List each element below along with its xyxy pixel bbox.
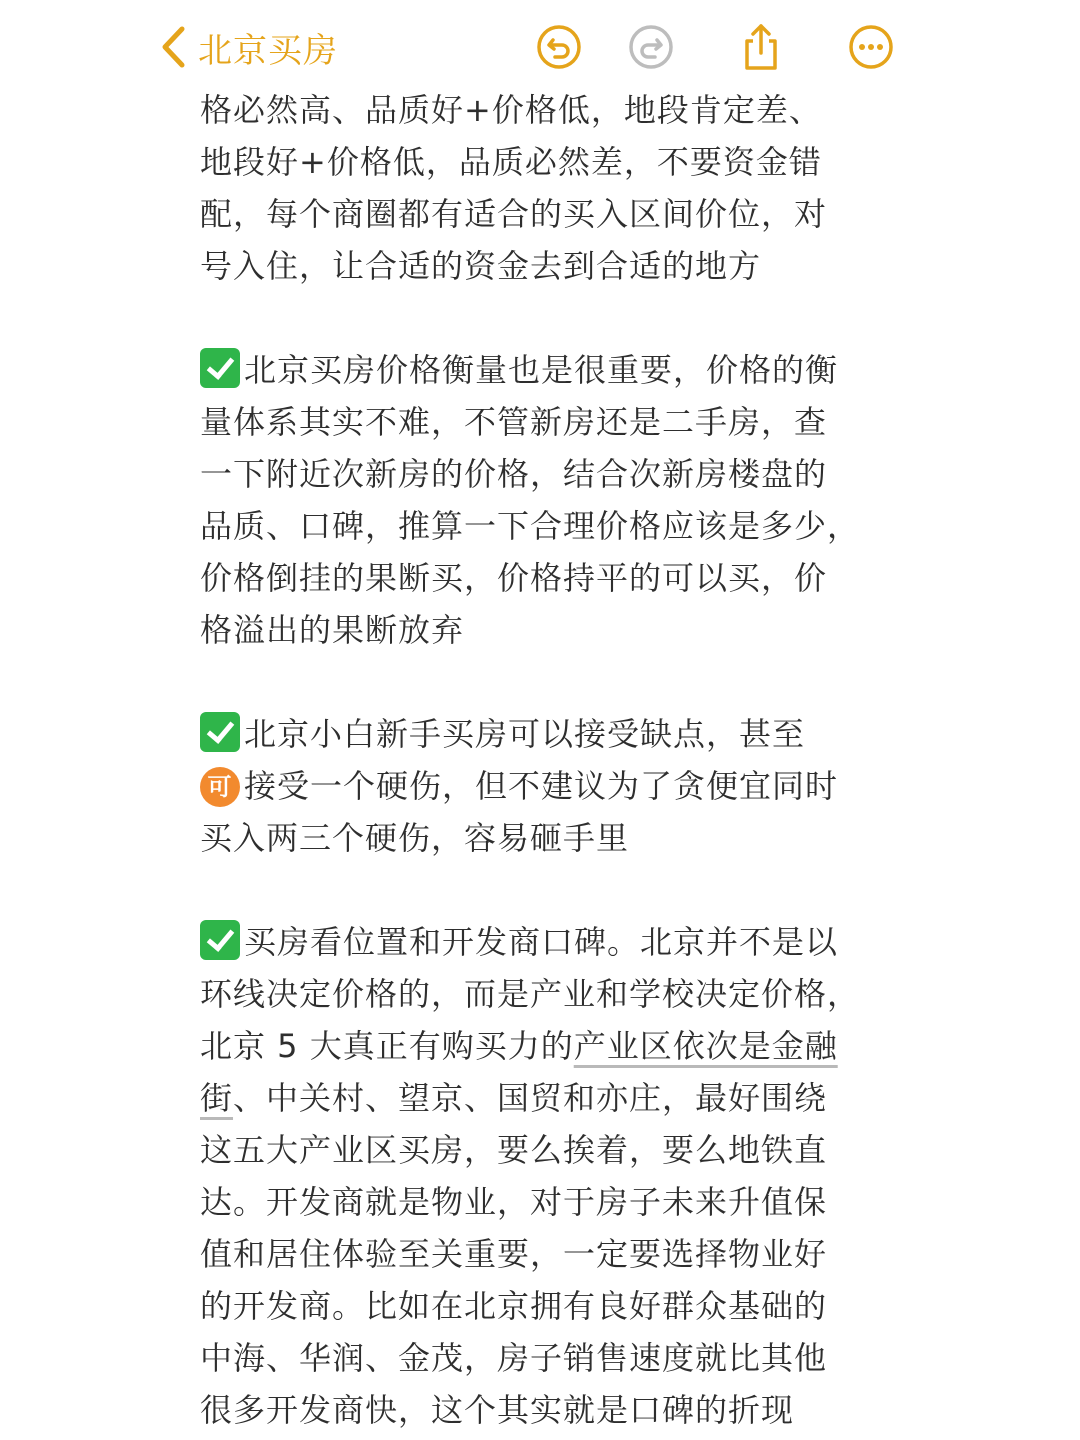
text-line: 买入两三个硬伤，容易砸手里 [200,819,630,857]
text-span: 北京 5 大真正有购买力的 [200,1027,574,1065]
text-line: 一下附近次新房的价格，结合次新房楼盘的 [200,455,828,493]
check-mark-icon [200,712,240,752]
text-line [200,916,890,968]
text-line: 量体系其实不难，不管新房还是二手房，查 [200,403,828,441]
toolbar [0,0,1080,96]
text-span: 买房看位置和开发商口碑。北京并不是以 [244,923,839,961]
underlined-text: 街 [200,1079,234,1117]
text-line: 格溢出的果断放弃 [200,611,465,649]
chevron-left-icon [160,25,186,69]
paragraph [200,84,890,292]
text-line: 格必然高、品质好+价格低，地段肯定差、 [200,91,822,129]
ke-badge-icon: 可 [200,767,240,807]
paragraph [200,916,890,1436]
text-line: 品质、口碑，推算一下合理价格应该是多少， [200,507,861,545]
redo-icon [627,23,675,71]
text-span: 接受一个硬伤，但不建议为了贪便宜同时 [244,767,839,805]
more-button[interactable] [846,22,896,72]
back-button[interactable] [160,22,338,72]
text-line [200,344,890,396]
text-line: 环线决定价格的，而是产业和学校决定价格， [200,975,861,1013]
text-line: 这五大产业区买房，要么挨着，要么地铁直 [200,1131,828,1169]
share-icon [737,22,785,72]
text-line [200,1020,890,1072]
check-mark-icon [200,348,240,388]
text-line: 很多开发商快，这个其实就是口碑的折现 [200,1391,795,1429]
text-line [200,1072,890,1124]
share-button[interactable] [736,22,786,72]
text-span: 、中关村、望京、国贸和亦庄，最好围绕 [233,1079,828,1117]
back-label: 北京买房 [198,30,338,71]
underlined-text: 产业区依次是金融 [573,1027,838,1065]
text-line: 的开发商。比如在北京拥有良好群众基础的 [200,1287,828,1325]
text-line: 值和居住体验至关重要，一定要选择物业好 [200,1235,828,1273]
more-icon [847,23,895,71]
paragraph [200,708,890,864]
text-line: 中海、华润、金茂，房子销售速度就比其他 [200,1339,828,1377]
text-line: 价格倒挂的果断买，价格持平的可以买，价 [200,559,828,597]
check-mark-icon [200,920,240,960]
redo-button[interactable] [626,22,676,72]
text-span: 北京买房价格衡量也是很重要，价格的衡 [244,351,839,389]
text-line [200,760,890,812]
text-span: 北京小白新手买房可以接受缺点，甚至 [244,715,806,753]
text-line: 达。开发商就是物业，对于房子未来升值保 [200,1183,828,1221]
text-line: 配，每个商圈都有适合的买入区间价位，对 [200,195,828,233]
undo-button[interactable] [534,22,584,72]
note-body[interactable] [200,84,890,1436]
text-line: 号入住，让合适的资金去到合适的地方 [200,247,762,285]
paragraph [200,344,890,656]
text-line [200,708,890,760]
text-line: 地段好+价格低，品质必然差，不要资金错 [200,143,822,181]
undo-icon [535,23,583,71]
